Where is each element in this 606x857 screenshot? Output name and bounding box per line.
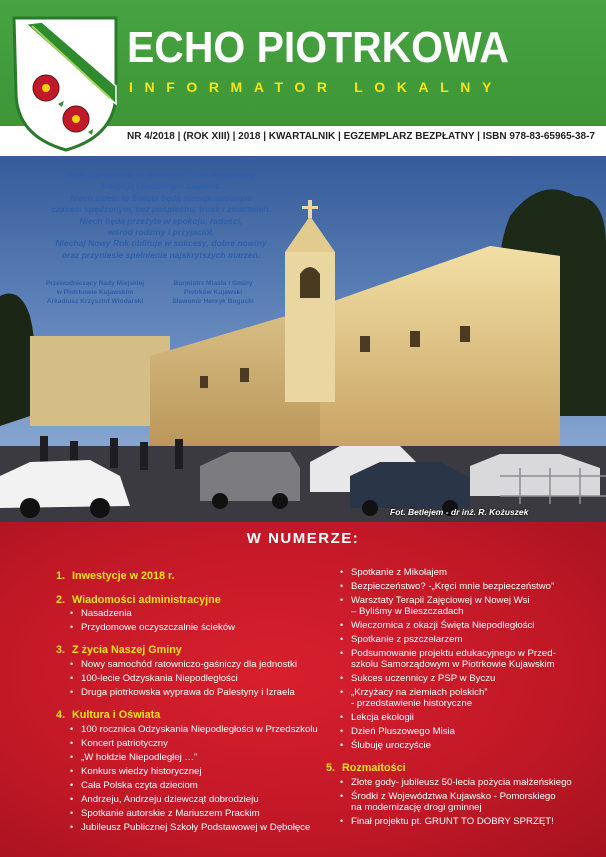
greeting-line: czasem spędzonym, bez pośpiechu, trosk i zmartwień.: [50, 204, 272, 215]
toc-item: • Wieczornica z okazji Święta Niepodległości: [340, 620, 535, 631]
toc-heading: W NUMERZE:: [246, 530, 360, 547]
table-of-contents: [0, 522, 606, 857]
toc-section: [56, 594, 221, 606]
signature-line: w Piotrkowie Kujawskim: [56, 289, 134, 297]
greeting-line: Niechaj Nowy Rok obfituje w sukcesy, dobre nowiny: [55, 238, 267, 249]
section-title: Z życia Naszej Gminy: [72, 644, 182, 656]
coat-of-arms-logo: [12, 14, 120, 152]
toc-item: • Lekcja ekologii: [340, 712, 414, 723]
toc-item-label: Lekcja ekologii: [351, 712, 414, 723]
toc-item-continuation: – Byliśmy w Bieszczadach: [351, 606, 464, 617]
toc-item-label: Nasadzenia: [81, 608, 132, 619]
photo-caption: Fot. Betlejem - dr inż. R. Kożuszek: [390, 507, 529, 517]
toc-item-label: Złote gody- jubileusz 50-lecia pożycia małżeńskiego: [351, 777, 572, 788]
toc-item-label: Warsztaty Terapii Zajęciowej w Nowej Wsi: [351, 595, 530, 606]
toc-item: • „W hołdzie Niepodległej …”: [70, 752, 198, 763]
toc-item-label: Bezpieczeństwo? -„Kręci mnie bezpieczeństwo”: [351, 581, 555, 592]
toc-item: • Nowy samochód ratowniczo-gaśniczy dla jednostki: [70, 659, 297, 670]
toc-item: • „Krzyżacy na ziemiach polskich”: [340, 687, 488, 698]
greeting-line: Niech zatem te Święta będą niezapomnianym: [69, 192, 253, 203]
toc-item: • Złote gody- jubileusz 50-lecia pożycia małżeńskiego: [340, 777, 572, 788]
signature-right: [158, 279, 268, 307]
toc-item: • Przydomowe oczyszczalnie ścieków: [70, 622, 236, 633]
toc-item-label: Koncert patriotyczny: [81, 738, 168, 749]
toc-item: • Spotkanie z pszczelarzem: [340, 634, 463, 645]
toc-item: • 100 rocznica Odzyskania Niepodległości w Przedszkolu: [70, 724, 318, 735]
toc-item-label: Nowy samochód ratowniczo-gaśniczy dla jednostki: [81, 659, 297, 670]
toc-item-label: Podsumowanie projektu edukacyjnego w Przed-: [351, 648, 556, 659]
toc-item: • Ślubuję uroczyście: [340, 740, 431, 751]
toc-item-label: Spotkanie z Mikołajem: [351, 567, 447, 578]
toc-item-label: Ślubuję uroczyście: [351, 740, 431, 751]
toc-item-label: Sukces uczennicy z PSP w Byczu: [351, 673, 496, 684]
toc-item: • 100-lecie Odzyskania Niepodległości: [70, 673, 238, 684]
signature-line: Piotrków Kujawski: [183, 289, 243, 297]
greeting-line: oraz przyniesie spełnienie najskrytszych marzeń.: [61, 249, 261, 260]
toc-item-label: 100-lecie Odzyskania Niepodległości: [81, 673, 238, 684]
toc-item-label: 100 rocznica Odzyskania Niepodległości w Przedszkolu: [81, 724, 318, 735]
section-number: 5.: [326, 762, 336, 774]
toc-section: [56, 644, 182, 656]
toc-item: • Konkurs wiedzy historycznej: [70, 766, 202, 777]
toc-item: • Podsumowanie projektu edukacyjnego w Przed-: [340, 648, 556, 659]
greeting-line: wśród rodziny i przyjaciół.: [107, 227, 215, 238]
toc-item: • Sukces uczennicy z PSP w Byczu: [340, 673, 496, 684]
toc-item-label: Środki z Województwa Kujawsko - Pomorskiego: [351, 791, 556, 802]
toc-item-label: Przydomowe oczyszczalnie ścieków: [81, 622, 236, 633]
magazine-title: ECHO PIOTRKOWA: [127, 23, 509, 72]
toc-item-label: Wieczornica z okazji Święta Niepodległości: [351, 620, 535, 631]
toc-item: • Dzień Pluszowego Misia: [340, 726, 455, 737]
toc-item-continuation: szkolu Samorządowym w Piotrkowie Kujawskim: [351, 659, 555, 670]
signature-line: Burmistrz Miasta i Gminy: [173, 280, 253, 287]
toc-item-label: Spotkanie autorskie z Mariuszem Prackim: [81, 808, 260, 819]
section-number: 1.: [56, 570, 66, 582]
toc-item-continuation: na modernizację drogi gminnej: [351, 802, 482, 813]
toc-item-continuation: - przedstawienie historyczne: [351, 698, 473, 709]
toc-item: • Jubileusz Publicznej Szkoły Podstawowej w Dębołęce: [70, 822, 311, 833]
toc-item: • Bezpieczeństwo? -„Kręci mnie bezpieczeństwo”: [340, 581, 555, 592]
toc-item-label: Spotkanie z pszczelarzem: [351, 634, 463, 645]
section-title: Inwestycje w 2018 r.: [72, 570, 175, 582]
section-title: Kultura i Oświata: [72, 709, 161, 721]
toc-item: • Środki z Województwa Kujawsko - Pomorskiego: [340, 791, 556, 802]
signature-line: Arkadiusz Krzysztof Włodarski: [46, 298, 144, 306]
toc-item: • Warsztaty Terapii Zajęciowej w Nowej Wsi: [340, 595, 530, 606]
toc-item-label: Cała Polska czyta dzieciom: [81, 780, 198, 791]
toc-item-label: „W hołdzie Niepodległej …”: [81, 752, 198, 763]
greeting-line: Boże Narodzenie to niezwykły czas wypełniony: [65, 170, 257, 180]
signature-line: Przewodniczący Rady Miejskiej: [45, 280, 145, 287]
toc-item-label: Andrzeju, Andrzeju dziewcząt dobrodzieju: [81, 794, 259, 805]
section-number: 3.: [56, 644, 66, 656]
issue-info: NR 4/2018 | (ROK XIII) | 2018 | KWARTALNIK | EGZEMPLARZ BEZPŁATNY | ISBN 978-83-65965-38-7: [127, 131, 595, 142]
toc-item-label: Jubileusz Publicznej Szkoły Podstawowej w Dębołęce: [81, 822, 311, 833]
toc-section: [56, 709, 160, 721]
toc-item-label: Druga piotrkowska wyprawa do Palestyny i Izraela: [81, 687, 295, 698]
toc-item: • Andrzeju, Andrzeju dziewcząt dobrodzieju: [70, 794, 259, 805]
toc-item-label: Dzień Pluszowego Misia: [351, 726, 455, 737]
section-title: Wiadomości administracyjne: [72, 594, 221, 606]
toc-item-label: Finał projektu pt. GRUNT TO DOBRY SPRZĘT!: [351, 816, 554, 827]
toc-item: • Spotkanie autorskie z Mariuszem Prackim: [70, 808, 260, 819]
greeting-line: tradycją i rodzinnym ciepłem.: [101, 181, 221, 192]
holiday-greeting: [36, 170, 286, 261]
toc-item: • Druga piotrkowska wyprawa do Palestyny i Izraela: [70, 687, 295, 698]
toc-section: [56, 570, 175, 582]
toc-item: • Finał projektu pt. GRUNT TO DOBRY SPRZĘT!: [340, 816, 554, 827]
toc-item: • Koncert patriotyczny: [70, 738, 168, 749]
toc-item-label: „Krzyżacy na ziemiach polskich”: [351, 687, 488, 698]
greeting-line: Niech będą przeżyte w spokoju, radości,: [79, 215, 243, 226]
toc-item: • Cała Polska czyta dzieciom: [70, 780, 198, 791]
toc-item: • Nasadzenia: [70, 608, 132, 619]
toc-section: [326, 762, 406, 774]
section-number: 2.: [56, 594, 66, 606]
section-title: Rozmaitości: [342, 762, 406, 774]
section-number: 4.: [56, 709, 66, 721]
toc-item: • Spotkanie z Mikołajem: [340, 567, 447, 578]
toc-item-label: Konkurs wiedzy historycznej: [81, 766, 202, 777]
magazine-subtitle: INFORMATOR LOKALNY: [129, 79, 503, 95]
signature-left: [40, 279, 150, 307]
signature-line: Sławomir Henryk Bogucki: [172, 298, 254, 306]
